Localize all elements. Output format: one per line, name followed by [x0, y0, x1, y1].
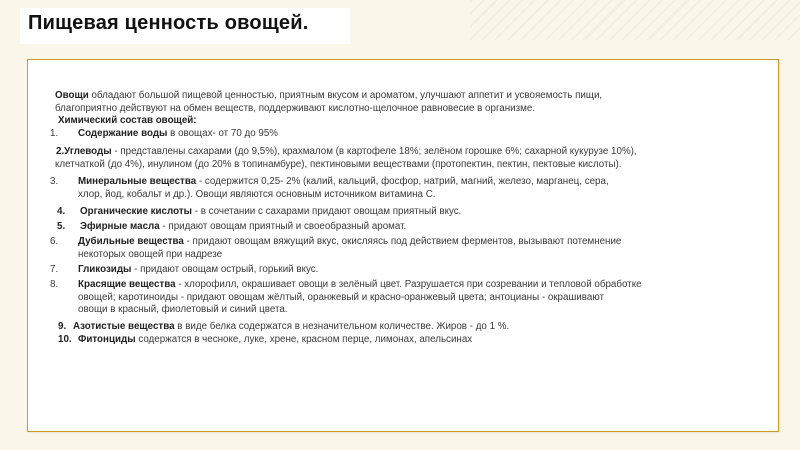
- item-head: Красящие вещества: [78, 279, 176, 290]
- item-number: 3.: [50, 176, 59, 187]
- list-item-continuation: хлор, йод, кобальт и др.). Овощи являются основным источником витамина С.: [78, 188, 436, 200]
- list-item: [50, 264, 58, 277]
- list-item-content: [73, 321, 509, 334]
- list-item: [50, 128, 58, 141]
- item-head: Эфирные масла: [80, 221, 160, 232]
- slide-title: Пищевая ценность овощей.: [28, 12, 309, 34]
- item-head: Содержание воды: [78, 127, 168, 139]
- item-number: 9.: [58, 321, 67, 332]
- background-texture: [470, 0, 800, 40]
- list-item: [58, 321, 66, 334]
- list-item-content: [78, 264, 318, 277]
- list-item-content: [80, 221, 406, 234]
- list-item: [50, 236, 58, 249]
- intro-head: Овощи: [55, 90, 89, 101]
- item-number: 6.: [50, 236, 59, 247]
- content-box: [27, 59, 779, 432]
- item-text: - придают овощам вяжущий вкус, окисляясь под действием ферментов, вызывают потемнение: [183, 236, 622, 247]
- item-text: - представлены сахарами (до 9,5%), крахмалом (в картофеле 18%; зелёном горошке 6%; сахарной кукурузе 10%),: [111, 146, 637, 157]
- item-head: Фитонциды: [78, 333, 136, 345]
- item-text: содержатся в чесноке, луке, хрене, красном перце, лимонах, апельсинах: [135, 333, 473, 345]
- item-number: 4.: [57, 206, 66, 217]
- list-item-content: [78, 176, 609, 189]
- item-number: 10.: [58, 333, 72, 345]
- item-head: Минеральные вещества: [78, 176, 197, 187]
- list-item-continuation: овощи в красный, фиолетовый и синий цвета.: [78, 304, 288, 315]
- item-text: - содержится 0,25- 2% (калий, кальций, фосфор, натрий, магний, железо, марганец, сера,: [196, 176, 609, 187]
- item-number: 8.: [50, 279, 59, 290]
- item-text: в виде белка содержатся в незначительном количестве. Жиров - до 1 %.: [174, 321, 510, 332]
- item-number: 7.: [50, 264, 59, 275]
- item-number: 1.: [50, 127, 59, 139]
- intro-line-2: [55, 103, 535, 116]
- list-item: [50, 279, 58, 292]
- item-text: - придают овощам острый, горький вкус.: [131, 264, 319, 275]
- item-head: Дубильные вещества: [78, 236, 184, 247]
- list-item: [56, 146, 637, 159]
- intro-line-1: [55, 90, 602, 103]
- list-item-continuation: клетчаткой (до 4%), инулином (до 20% в топинамбуре), пектиновыми веществами (протопектин, пектин, пектовые кислоты).: [55, 158, 622, 170]
- item-text: - хлорофилл, окрашивает овощи в зелёный цвет. Разрушается при созревании и тепловой обработке: [175, 279, 642, 290]
- list-item-content: [78, 334, 472, 347]
- item-head: Органические кислоты: [80, 206, 192, 217]
- item-text: - в сочетании с сахарами придают овощам приятный вкус.: [192, 206, 462, 217]
- list-item: [57, 206, 65, 219]
- list-item: [57, 221, 65, 234]
- item-head: Углеводы: [64, 146, 112, 157]
- list-item-content: [80, 206, 461, 219]
- intro-text-1: обладают большой пищевой ценностью, приятным вкусом и ароматом, улучшают аппетит и усвояемость пищи,: [88, 90, 603, 101]
- chem-heading: Химический состав овощей:: [58, 115, 197, 126]
- list-item: [50, 176, 58, 189]
- list-item-content: [78, 128, 278, 141]
- item-text: в овощах- от 70 до 95%: [167, 127, 279, 139]
- list-item-continuation: овощей; каротиноиды - придают овощам жёлтый, оранжевый и красно-оранжевый цвета; антоцианы - окрашивают: [78, 291, 604, 303]
- item-text: - придают овощам приятный и своеобразный аромат.: [159, 221, 407, 232]
- item-number: 2.: [56, 146, 65, 157]
- intro-text-2: благоприятно действуют на обмен веществ, поддерживают кислотно-щелочное равновесие в организме.: [55, 102, 536, 114]
- list-item-content: [78, 279, 642, 292]
- item-number: 5.: [57, 221, 66, 232]
- list-item: [58, 334, 72, 347]
- item-head: Азотистые вещества: [73, 321, 175, 332]
- item-head: Гликозиды: [78, 264, 132, 275]
- list-item-content: [78, 236, 621, 249]
- list-item-continuation: некоторых овощей при надрезе: [78, 248, 223, 260]
